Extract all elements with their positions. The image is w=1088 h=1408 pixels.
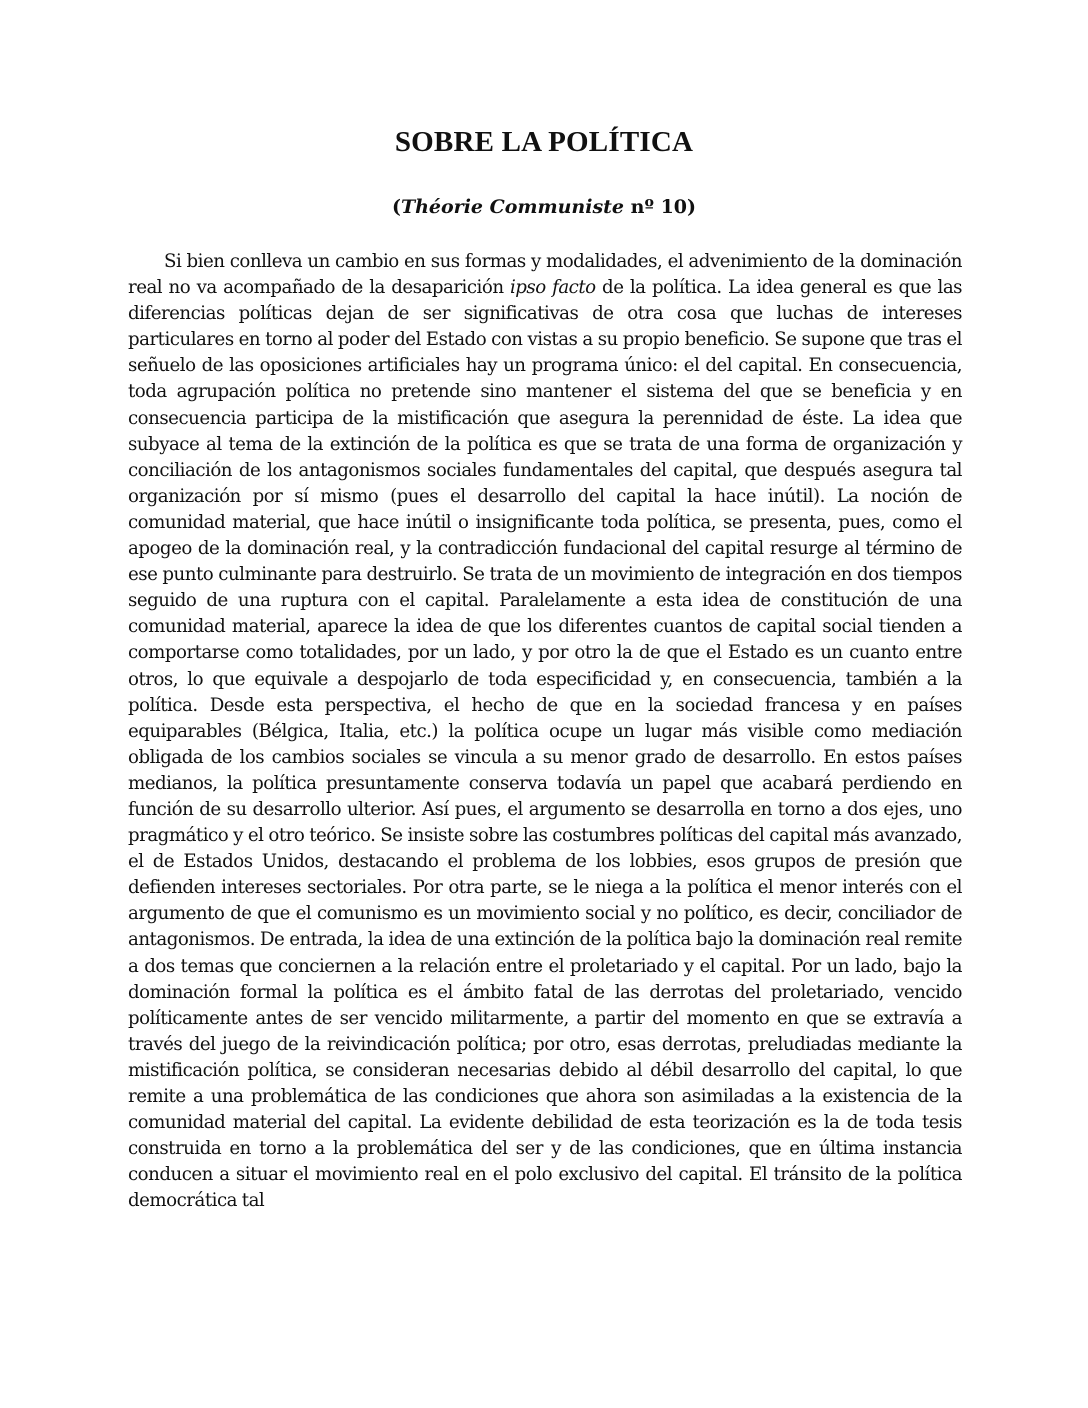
paragraph-text-rest: de la política. La idea general es que las diferencias políticas dejan de ser significativas de otra cosa que luchas de intereses particulares en torno al poder del Estado con vistas a su propio beneficio. Se supone que tras el señuelo de las oposiciones artificiales hay un programa único: el del capital. En consecuencia, toda agrupación política no pretende sino mantener el sistema del que se beneficia y en consecuencia participa de la mistificación que asegura la perennidad de éste. La idea que subyace al tema de la extinción de la política es que se trata de una forma de organización y conciliación de los antagonismos sociales fundamentales del capital, que después asegura tal organización por sí mismo (pues el desarrollo del capital la hace inútil). La noción de comunidad material, que hace inútil o insignificante toda política, se presenta, pues, como el apogeo de la dominación real, y la contradicción fundacional del capital resurge al término de ese punto culminante para destruirlo. Se trata de un movimiento de integración en dos tiempos seguido de una ruptura con el capital. Paralelamente a esta idea de constitución de una comunidad material, aparece la idea de que los diferentes cuantos de capital social tienden a comportarse como totalidades, por un lado, y por otro la de que el Estado es un cuanto entre otros, lo que equivale a despojarlo de toda especificidad y, en consecuencia, también a la política. Desde esta perspectiva, el hecho de que en la sociedad francesa y en países equiparables (Bélgica, Italia, etc.) la política ocupe un lugar más visible como mediación obligada de los cambios sociales se vincula a su menor grado de desarrollo. En estos países medianos, la política presuntamente conserva todavía un papel que acabará perdiendo en función de su desarrollo ulterior. Así pues, el argumento se desarrolla en torno a dos ejes, uno pragmático y el otro teórico. Se insiste sobre las costumbres políticas del capital más avanzado, el de Estados Unidos, destacando el problema de los lobbies, esos grupos de presión que defienden intereses sectoriales. Por otra parte, se le niega a la política el menor interés con el argumento de que el comunismo es un movimiento social y no político, es decir, conciliador de antagonismos. De entrada, la idea de una extinción de la política bajo la dominación real remite a dos temas que conciernen a la relación entre el proletariado y el capital. Por un lado, bajo la dominación formal la política es el ámbito fatal de las derrotas del proletariado, vencido políticamente antes de ser vencido militarmente, a partir del momento en que se extravía a través del juego de la reivindicación política; por otro, esas derrotas, preludiadas mediante la mistificación política, se consideran necesarias debido al débil desarrollo del capital, lo que remite a una problemática de las condiciones que ahora son asimiladas a la existencia de la comunidad material del capital. La evidente debilidad de esta teorización es la de toda tesis construida en torno a la problemática del ser y de las condiciones, que en última instancia conducen a situar el movimiento real en el polo exclusivo del capital. El tránsito de la política democrática tal — [128, 277, 962, 1212]
document-title: SOBRE LA POLÍTICA — [394, 126, 694, 158]
paragraph-italic-phrase: ipso facto — [509, 277, 596, 299]
subtitle-open: ( — [391, 196, 401, 218]
document-subtitle — [0, 196, 1088, 218]
subtitle-issue: nº 10) — [624, 196, 697, 218]
body-paragraph — [128, 249, 962, 1214]
paragraph-text-start: Si bien conlleva un cambio en sus formas y modalidades, el advenimiento de la dominación real no va acompañado de la desaparición — [128, 251, 962, 299]
subtitle-journal-name: Théorie Communiste — [400, 196, 625, 218]
